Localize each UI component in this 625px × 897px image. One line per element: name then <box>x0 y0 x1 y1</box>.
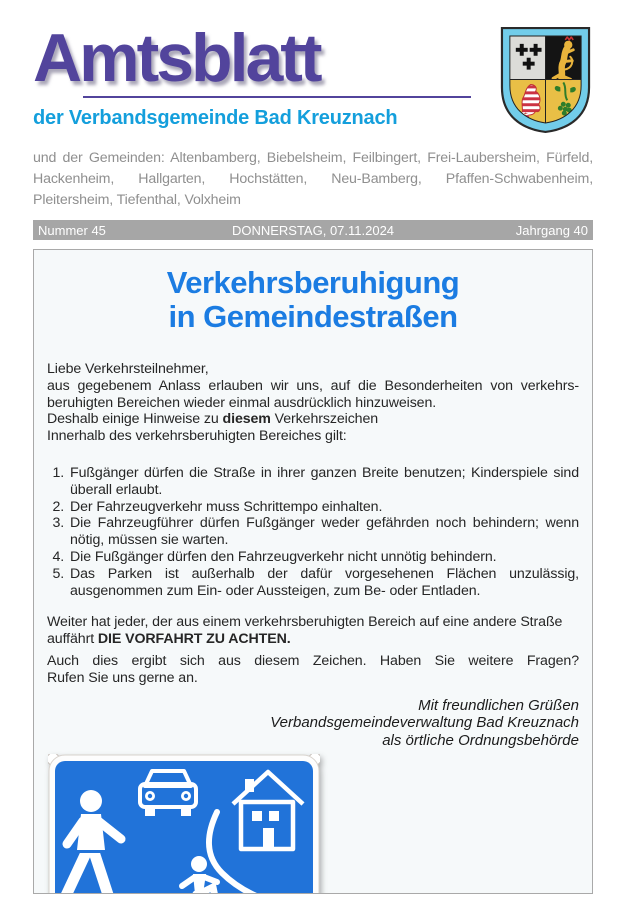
list-item: 4. Die Fußgänger dürfen den Fahrzeugverkehr nicht unnötig behindern. <box>68 549 579 566</box>
issue-number: Nummer 45 <box>38 222 106 238</box>
text-line: Mit freundlichen Grüßen <box>418 696 579 714</box>
coat-of-arms <box>498 24 593 140</box>
rules-list <box>47 465 579 599</box>
masthead <box>33 20 593 140</box>
text-line: beruhigten Bereichen wieder einmal ausdrücklich hinzuweisen. <box>47 394 437 411</box>
text-line: Verbandsgemeindeverwaltung Bad Kreuznach <box>270 714 579 732</box>
text-line: Liebe Verkehrsteilnehmer, <box>47 361 209 377</box>
text-line: Auch dies ergibt sich aus diesem Zeichen. Haben Sie weitere Fragen? <box>47 652 579 669</box>
list-item: 2. Der Fahrzeugverkehr muss Schrittempo einhalten. <box>68 499 579 516</box>
article-title <box>47 266 579 334</box>
text-line: auffährt DIE VORFAHRT ZU ACHTEN. <box>47 631 291 648</box>
traffic-sign-graphic <box>48 754 320 894</box>
list-item: 5. Das Parken ist außerhalb der dafür vorgesehenen Flächen unzulässig, ausgenommen zum Ein- oder Aussteigen, zum Be- oder Entladen. <box>68 566 579 600</box>
text-line: Weiter hat jeder, der aus einem verkehrsberuhigten Bereich auf eine andere Straße <box>47 614 563 631</box>
masthead-subtitle: der Verbandsgemeinde Bad Kreuznach <box>33 107 398 129</box>
list-item: 3. Die Fahrzeugführer dürfen Fußgänger weder gefährden noch behindern; wenn nötig, müssen sie warten. <box>68 515 579 549</box>
list-item: 1. Fußgänger dürfen die Straße in ihrer ganzen Breite benutzen; Kinderspiele sind überall erlaubt. <box>68 465 579 499</box>
text-line: Innerhalb des verkehrsberuhigten Bereiches gilt: <box>47 428 347 445</box>
signature-block <box>47 697 579 750</box>
issue-bar <box>33 220 593 240</box>
text-line: aus gegebenem Anlass erlauben wir uns, auf die Besonderheiten von verkehrs- <box>47 377 579 394</box>
priority-paragraph <box>47 614 579 648</box>
page-title: Amtsblatt <box>33 20 320 96</box>
traffic-calmed-area-sign <box>48 754 320 894</box>
article-box <box>33 249 593 894</box>
article-title-line1: Verkehrsberuhigung <box>166 265 460 300</box>
issue-date: DONNERSTAG, 07.11.2024 <box>231 222 395 238</box>
coat-of-arms-graphic <box>498 24 593 135</box>
masthead-left <box>33 20 490 130</box>
text-line: Rufen Sie uns gerne an. <box>47 669 198 686</box>
quarter-crosses <box>510 36 546 80</box>
municipalities-list: und der Gemeinden: Altenbamberg, Biebelsheim, Feilbingert, Frei-Laubersheim, Fürfeld, Hackenheim, Hallgarten, Hochstätten, Neu-Bamberg, Pfaffen-Schwabenheim, Pleitersheim, Tiefenthal, Volxheim <box>33 150 593 208</box>
text-line: als örtliche Ordnungsbehörde <box>382 731 579 749</box>
questions-paragraph <box>47 653 579 687</box>
intro-paragraph <box>47 361 579 445</box>
article-title-line2: in Gemeindestraßen <box>168 299 458 334</box>
issue-year: Jahrgang 40 <box>515 222 588 238</box>
masthead-rule <box>83 96 471 98</box>
text-line: Deshalb einige Hinweise zu diesem Verkehrszeichen <box>47 411 379 428</box>
